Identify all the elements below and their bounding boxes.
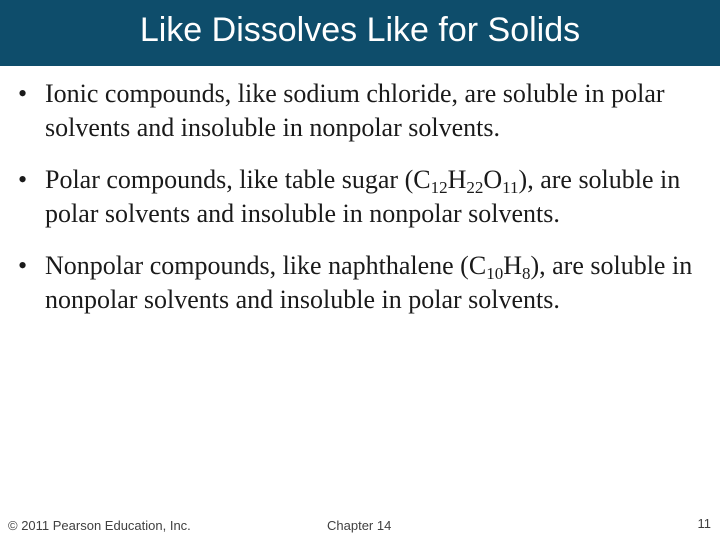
bullet-marker: •: [18, 251, 28, 280]
text-run: H: [503, 251, 522, 280]
slide-title: Like Dissolves Like for Solids: [139, 11, 581, 49]
bullet-marker: •: [18, 79, 28, 108]
bullet-text: Ionic compounds, like sodium chloride, are soluble in polar solvents and insoluble in nonpolar solvents.: [45, 79, 665, 142]
title-bar: [0, 0, 720, 66]
text-run: ), are soluble in nonpolar solvents and insoluble in polar solvents.: [45, 251, 693, 314]
bullet-text: [45, 165, 680, 228]
text-run: O: [483, 165, 503, 194]
text-run: ), are soluble in polar solvents and insoluble in nonpolar solvents.: [45, 165, 681, 228]
bullet-item: [18, 163, 708, 231]
subscript: 11: [502, 178, 519, 197]
text-run: Polar compounds, like table sugar (C: [45, 165, 431, 194]
text-run: Nonpolar compounds, like naphthalene (C: [45, 251, 487, 280]
slide-body: [18, 77, 708, 335]
bullet-text: [45, 251, 692, 314]
bullet-item: [18, 77, 708, 145]
subscript: 22: [466, 178, 484, 197]
footer-page-number: 11: [697, 516, 711, 531]
subscript: 12: [430, 178, 448, 197]
text-run: H: [447, 165, 467, 194]
bullet-marker: •: [18, 165, 28, 194]
subscript: 10: [486, 264, 504, 283]
footer-chapter: Chapter 14: [327, 518, 392, 533]
footer-copyright: © 2011 Pearson Education, Inc.: [8, 518, 191, 533]
bullet-item: [18, 249, 708, 317]
subscript: 8: [521, 264, 531, 283]
